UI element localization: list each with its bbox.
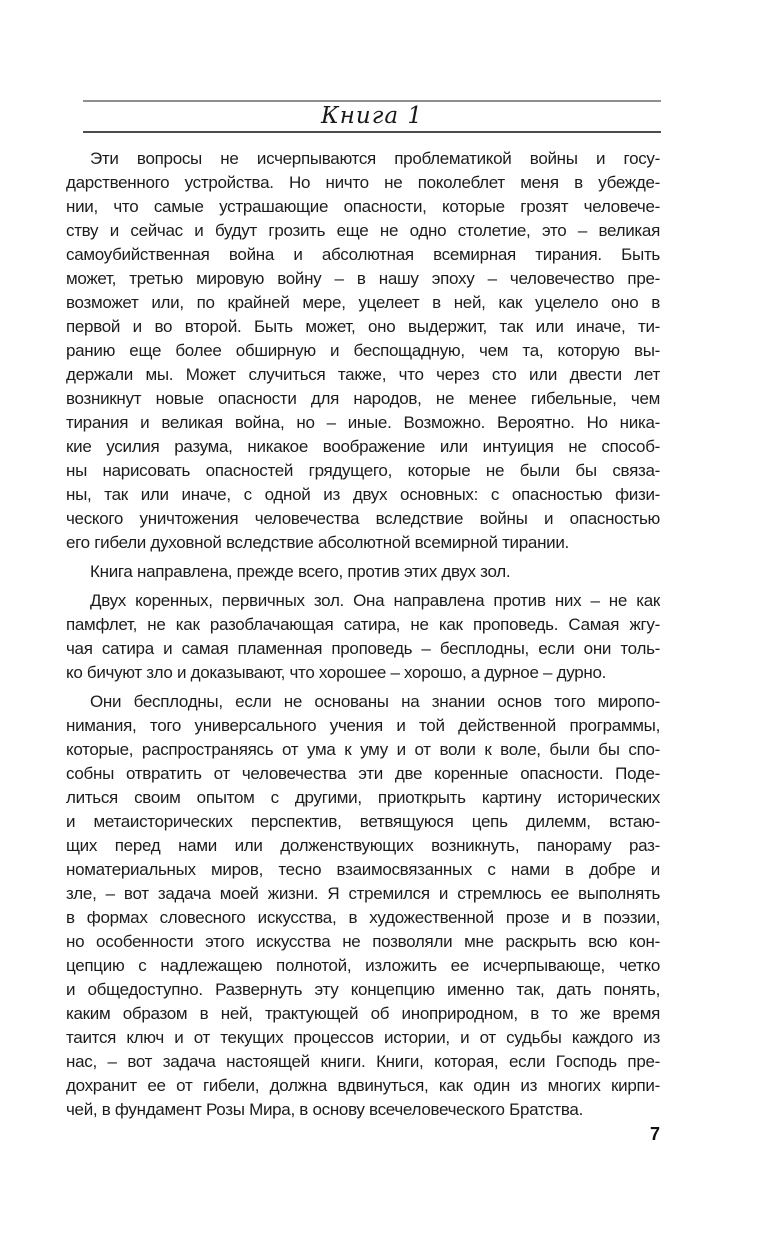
text-line: Книга направлена, прежде всего, против этих двух зол. [90,562,511,581]
chapter-header [83,100,661,133]
text-line: ранию еще более обширную и беспощадную, чем та, которую вы- [66,341,660,360]
text-line: литься своим опытом с другими, приоткрыть картину исторических [66,788,660,807]
paragraph [66,589,660,685]
text-line: и общедоступно. Развернуть эту концепцию именно так, дать понять, [66,980,660,999]
text-line: памфлет, не как разоблачающая сатира, не как проповедь. Самая жгу- [66,615,660,634]
text-line: нии, что самые устрашающие опасности, которые грозят человече- [66,197,660,216]
paragraph [66,690,660,1122]
text-line: каким образом в ней, трактующей об иноприродном, в то же время [66,1004,660,1023]
text-line: щих перед нами или долженствующих возникнуть, панораму раз- [66,836,660,855]
text-line: но особенности этого искусства не позволяли мне раскрыть всю кон- [66,932,660,951]
text-line: держали мы. Может случиться также, что через сто или двести лет [66,365,660,384]
body-text [66,147,660,1127]
text-line: ческого уничтожения человечества вследствие войны и опасностью [66,509,660,528]
text-line: чая сатира и самая пламенная проповедь – бесплодны, если они толь- [66,639,660,658]
text-line: самоубийственная война и абсолютная всемирная тирания. Быть [66,245,660,264]
text-line: ны нарисовать опасностей грядущего, которые не были бы связа- [66,461,660,480]
text-line: нас, – вот задача настоящей книги. Книги, которая, если Господь пре- [66,1052,660,1071]
text-line: в формах словесного искусства, в художественной прозе и в поэзии, [66,908,660,927]
text-line: возникнут новые опасности для народов, не менее гибельные, чем [66,389,660,408]
text-line: и метаисторических перспектив, ветвящуюся цепь дилемм, встаю- [66,812,660,831]
text-line: первой и во второй. Быть может, оно выдержит, так или иначе, ти- [66,317,660,336]
text-line: Двух коренных, первичных зол. Она направлена против них – не как [90,591,660,610]
chapter-title: Книга 1 [320,103,424,129]
text-line: таится ключ и от текущих процессов истории, и от судьбы каждого из [66,1028,660,1047]
text-line: чей, в фундамент Розы Мира, в основу всечеловеческого Братства. [66,1100,584,1119]
text-line: Эти вопросы не исчерпываются проблематикой войны и госу- [90,149,660,168]
text-line: его гибели духовной вследствие абсолютной всемирной тирании. [66,533,569,552]
page-number: 7 [649,1124,660,1144]
text-line: нимания, того универсального учения и той действенной программы, [66,716,660,735]
text-line: дарственного устройства. Но ничто не поколеблет меня в убежде- [66,173,660,192]
text-line: тирания и великая война, но – иные. Возможно. Вероятно. Но ника- [66,413,660,432]
paragraph [66,147,660,555]
text-line: может, третью мировую войну – в нашу эпоху – человечество пре- [66,269,660,288]
text-line: ны, так или иначе, с одной из двух основных: с опасностью физи- [66,485,660,504]
paragraph [66,560,660,584]
text-line: ству и сейчас и будут грозить еще не одно столетие, это – великая [66,221,660,240]
text-line: кие усилия разума, никакое воображение или интуиция не способ- [66,437,660,456]
text-line: зле, – вот задача моей жизни. Я стремился и стремлюсь ее выполнять [66,884,660,903]
text-line: Они бесплодны, если не основаны на знании основ того миропо- [90,692,660,711]
text-line: которые, распространяясь от ума к уму и от воли к воле, были бы спо- [66,740,660,759]
text-line: ко бичуют зло и доказывают, что хорошее – хорошо, а дурное – дурно. [66,663,607,682]
text-line: дохранит ее от гибели, должна вдвинуться, как один из многих кирпи- [66,1076,660,1095]
text-line: цепцию с надлежащею полнотой, изложить ее исчерпывающе, четко [66,956,660,975]
text-line: номатериальных миров, тесно взаимосвязанных с нами в добре и [66,860,660,879]
text-line: возможет или, по крайней мере, уцелеет в ней, как уцелело оно в [66,293,660,312]
text-line: собны отвратить от человечества эти две коренные опасности. Поде- [66,764,660,783]
